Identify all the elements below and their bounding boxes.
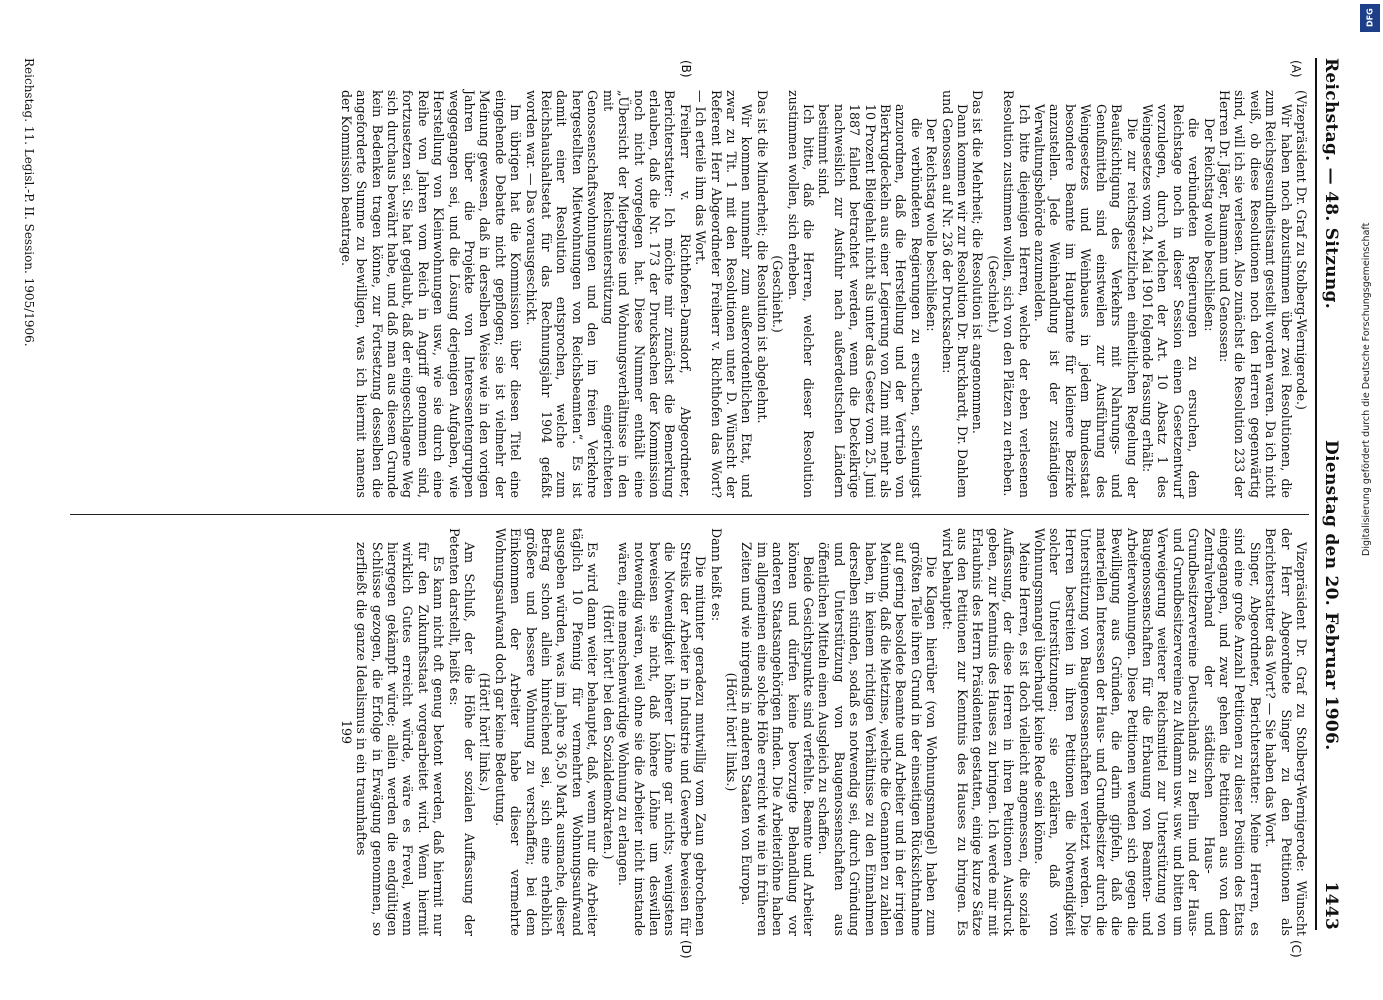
paragraph: Ich bitte, daß die Herren, welcher dieser Resolution zustimmen wollen, sich erheben. bbox=[785, 90, 816, 498]
paragraph: Die zur reichsgesetzlichen einheitlichen Regelung der Beaufsichtigung des Verkehrs mit Nahrungs- und Genußmitteln sind einstweilen zur Ausführung des Weingesetzes und Weinbaues in jedem Bundesstaat besondere Beamte im Hauptamte für kleinere Bezirke anzustellen. Jede Weinhandlung ist der zuständigen Verwaltungsbehörde anzumelden. bbox=[1032, 104, 1140, 498]
paragraph: Vizepräsident Dr. Graf zu Stolberg-Wernigerode: Wünscht der Herr Abgeordnete Singer zu den Petitionen als Berichterstatter das Wort? — Sie haben das Wort. bbox=[1263, 528, 1309, 936]
header-left: Reichstag. — 48. Sitzung. bbox=[1321, 58, 1341, 309]
page-header bbox=[1321, 58, 1349, 930]
paragraph: Wir haben noch abzustimmen über zwei Resolutionen, die zum Reichsgesundheitsamt gestellt worden waren. Da ich nicht weiß, ob diese Resolutionen noch den Herren gegenwärtig sind, will ich sie verlesen. Also zunächst die Resolution 233 der Herren Dr. Jäger, Baumann und Genossen: bbox=[1216, 90, 1294, 498]
header-date: Dienstag den 20. Februar 1906. bbox=[1321, 440, 1341, 751]
footer-session: Reichstag. 11. Legisl.-P. II. Session. 1905/1906. bbox=[22, 58, 36, 347]
paragraph: (Geschieht.) bbox=[985, 255, 1001, 333]
dfg-logo: DFG bbox=[1360, 4, 1380, 32]
paragraph: Die mitunter geradezu mutwillig vom Zaun gebrochenen Streiks der Arbeiter in Industrie und Gewerbe beweisen für die Notwendigkeit höherer Löhne gar nichts; wenigstens beweisen sie nicht, daß höhere Löhne um deswillen notwendig wären, weil ohne sie die Arbeiter nicht imstande wären, eine menschenwürdige Wohnung zu erlangen. bbox=[616, 542, 709, 936]
paragraph: die verbündeten Regierungen zu ersuchen, schleunigst anzuordnen, daß die Herstellung und der Vertrieb von Bierkrugdeckeln aus einer Legierung von Zinn mit mehr als 10 Prozent Bleigehalt nicht als unter das Gesetz vom 25. Juni 1887 fallend betrachtet werden, wenn die Deckelkrüge nachweislich zur Ausfuhr nach außerdeutschen Ländern bestimmt sind. bbox=[816, 104, 924, 498]
paragraph: Singer, Abgeordneter, Berichterstatter: Meine Herren, es sind eine große Anzahl Petitionen zu dieser Position des Etats eingegangen, und zwar gehen die Petitionen aus von dem Zentralverband der städtischen Haus- und Grundbesitzervereine Deutschlands zu Berlin und der Haus- und Grundbesitzervereine zu Altdamm usw. usw. und bitten um Verweigerung weiterer Reichsmittel zur Unterstützung von Baugenossenschaften für die Erbauung von Beamten- und Arbeiterwohnungen. Diese Petitionen wenden sich gegen die Bewilligung aus Gründen, die darin gipfeln, daß die materiellen Interessen der Haus- und Grundbesitzer durch die Unterstützung von Baugenossenschaften verletzt werden. Die Herren bestreiten in ihren Petitionen die Notwendigkeit solcher Unterstützungen; sie erklären, daß von Wohnungsmangel überhaupt keine Rede sein könne. bbox=[1032, 528, 1263, 936]
credit-text: Digitalisierung gefördert durch die Deutsche Forschungsgemeinschaft bbox=[1361, 222, 1372, 556]
paragraph: (Hört! hört! links.) bbox=[477, 672, 493, 792]
paragraph: Wir kommen nunmehr zum außerordentlichen Etat, und zwar zu Tit. 1 mit den Resolutionen unter D. Wünscht der Referent Herr Abgeordneter Freiherr v. Richthofen das Wort? — Ich erteile ihm das Wort. bbox=[693, 90, 755, 498]
margin-mark-d: (D) bbox=[679, 940, 693, 959]
paragraph: Am Schluß, der die Höhe der sozialen Auffassung der Petenten darstellt, heißt es: bbox=[446, 528, 478, 936]
paragraph: Es wird dann weiter behauptet, daß, wenn nur die Arbeiter täglich 10 Pfennig für vermehrten Wohnungsaufwand ausgeben würden, was im Jahre 36,50 Mark ausmache, dieser Betrag schon allein hinreichend sei, sich eine erheblich größere und bessere Wohnung zu verschaffen; bei dem Einkommen der Arbeiter habe dieser vermehrte Wohnungsaufwand doch gar keine Bedeutung. bbox=[492, 528, 601, 936]
paragraph: 199 bbox=[338, 719, 354, 745]
paragraph: (Vizepräsident Dr. Graf zu Stolberg-Wernigerode.) bbox=[1294, 90, 1309, 410]
paragraph: Dann heißt es: bbox=[708, 528, 724, 622]
margin-mark-c: (C) bbox=[1289, 940, 1303, 958]
paragraph: die verbündeten Regierungen zu ersuchen, dem Reichstage noch in dieser Session einen Gesetzentwurf vorzulegen, durch welchen der Art. 10 Absatz 1 des Weingesetzes vom 24. Mai 1901 folgende Fassung erhält: bbox=[1139, 104, 1202, 498]
page-footer bbox=[18, 58, 40, 930]
paragraph: Meine Herren, es ist doch vielleicht angemessen, die soziale Auffassung, der diese Herren in ihren Petitionen Ausdruck geben, zur Kenntnis des Hauses zu bringen. Ich werde mir mit Erlaubnis des Herrn Präsidenten gestatten, einige kurze Sätze aus den Petitionen zur Kenntnis des Hauses zu bringen. Es wird behauptet: bbox=[939, 528, 1032, 936]
margin-mark-b: (B) bbox=[679, 60, 693, 78]
paragraph: Beide Gesichtspunkte sind verfehlte. Beamte und Arbeiter können und dürfen keine bevorzugte Behandlung vor anderen Staatsangehörigen finden. Die Arbeiterlöhne haben im allgemeinen eine solche Höhe erreicht wie nie in früheren Zeiten und wie nirgends in anderen Staaten von Europa. bbox=[739, 542, 816, 936]
credit-strip bbox=[1357, 0, 1383, 1000]
paragraph: (Geschieht.) bbox=[770, 255, 786, 333]
right-column bbox=[338, 528, 1309, 936]
paragraph: Im übrigen hat die Kommission über diesen Titel eine eingehende Debatte nicht gepflogen; sie ist vielmehr der Meinung gewesen, daß in derselben Weise wie in den vorigen Jahren über die Projekte von Interessentengruppen weggegangen sei, und die Lösung derjenigen Aufgaben, wie Herstellung von Kleinwohnungen usw., wie sie durch eine Reihe von Jahren vom Reich in Angriff genommen sind, fortzusetzen sei. Sie hat geglaubt, daß der eingeschlagene Weg sich durchaus bewährt habe, und daß man aus diesem Grunde kein Bedenken tragen könne, zur Fortsetzung desselben die angeforderte Summe zu bewilligen, was ich hiermit namens der Kommission beantrage. bbox=[338, 90, 524, 498]
margin-mark-a: (A) bbox=[1289, 60, 1303, 78]
paragraph: Dann kommen wir zur Resolution Dr. Burckhardt, Dr. Dahlem und Genossen auf Nr. 236 der Drucksachen: bbox=[939, 90, 971, 498]
paragraph: Es kann nicht oft genug betont werden, daß hiermit nur für den Zukunftsstaat vorgearbeitet wird. Wenn hiermit wirklich Gutes erreicht würde, wäre es Frevel, wenn hiergegen gekämpft würde; allein werden die endgültigen Schlüsse gezogen, die Erfolge in Erwägung genommen, so zerfließt die ganze Idealismus in ein traumhaftes bbox=[354, 542, 447, 936]
column-divider bbox=[70, 514, 1309, 515]
paragraph: Das ist die Mehrheit; die Resolution ist angenommen. bbox=[970, 90, 986, 434]
paragraph: Der Reichstag wolle beschließen: bbox=[1201, 118, 1217, 332]
left-column bbox=[338, 90, 1309, 498]
paragraph: (Hört! hört! bei den Sozialdemokraten.) bbox=[600, 604, 616, 860]
paragraph: Das ist die Minderheit; die Resolution ist abgelehnt. bbox=[754, 90, 770, 424]
paragraph: Der Reichstag wolle beschließen: bbox=[924, 118, 940, 332]
paragraph: Ich bitte diejenigen Herren, welche der eben verlesenen Resolution zustimmen wollen, sich von den Plätzen zu erheben. bbox=[1001, 90, 1032, 498]
paragraph: Die Klagen hierüber (von Wohnungsmangel) haben zum größten Teile ihren Grund in der einseitigen Rücksichtnahme auf gering besoldete Beamte und Arbeiter und in der irrigen Meinung, daß die Mietzinse, welche die Genannten zu zahlen haben, in keinem richtigen Verhältnisse zu den Einnahmen derselben stünden, sodaß es notwendig sei, durch Gründung und Unterstützung von Baugenossenschaften aus öffentlichen Mitteln einen Ausgleich zu schaffen. bbox=[816, 542, 940, 936]
page-number: 1443 bbox=[1321, 881, 1341, 930]
paragraph: Freiherr v. Richthofen-Damsdorf, Abgeordneter, Berichterstatter: Ich möchte mir zunächst die Bemerkung erlauben, daß die Nr. 173 der Drucksachen der Kommission noch nicht vorgelegen hat. Diese Nummer enthält eine „Übersicht der Mietpreise und Wohnungsverhältnisse in den mit Reichsunterstützung eingerichteten Genossenschaftswohnungen und den im freien Verkehre hergestellten Mietwohnungen von Reichsbeamten“. Es ist damit einer Resolution entsprochen, welche zum Reichshaushaltsetat für das Rechnungsjahr 1904 gefaßt worden war. — Das vorausgeschickt. bbox=[523, 90, 693, 498]
paragraph: (Hört! hört! links.) bbox=[723, 672, 739, 792]
header-rule bbox=[1315, 58, 1317, 930]
